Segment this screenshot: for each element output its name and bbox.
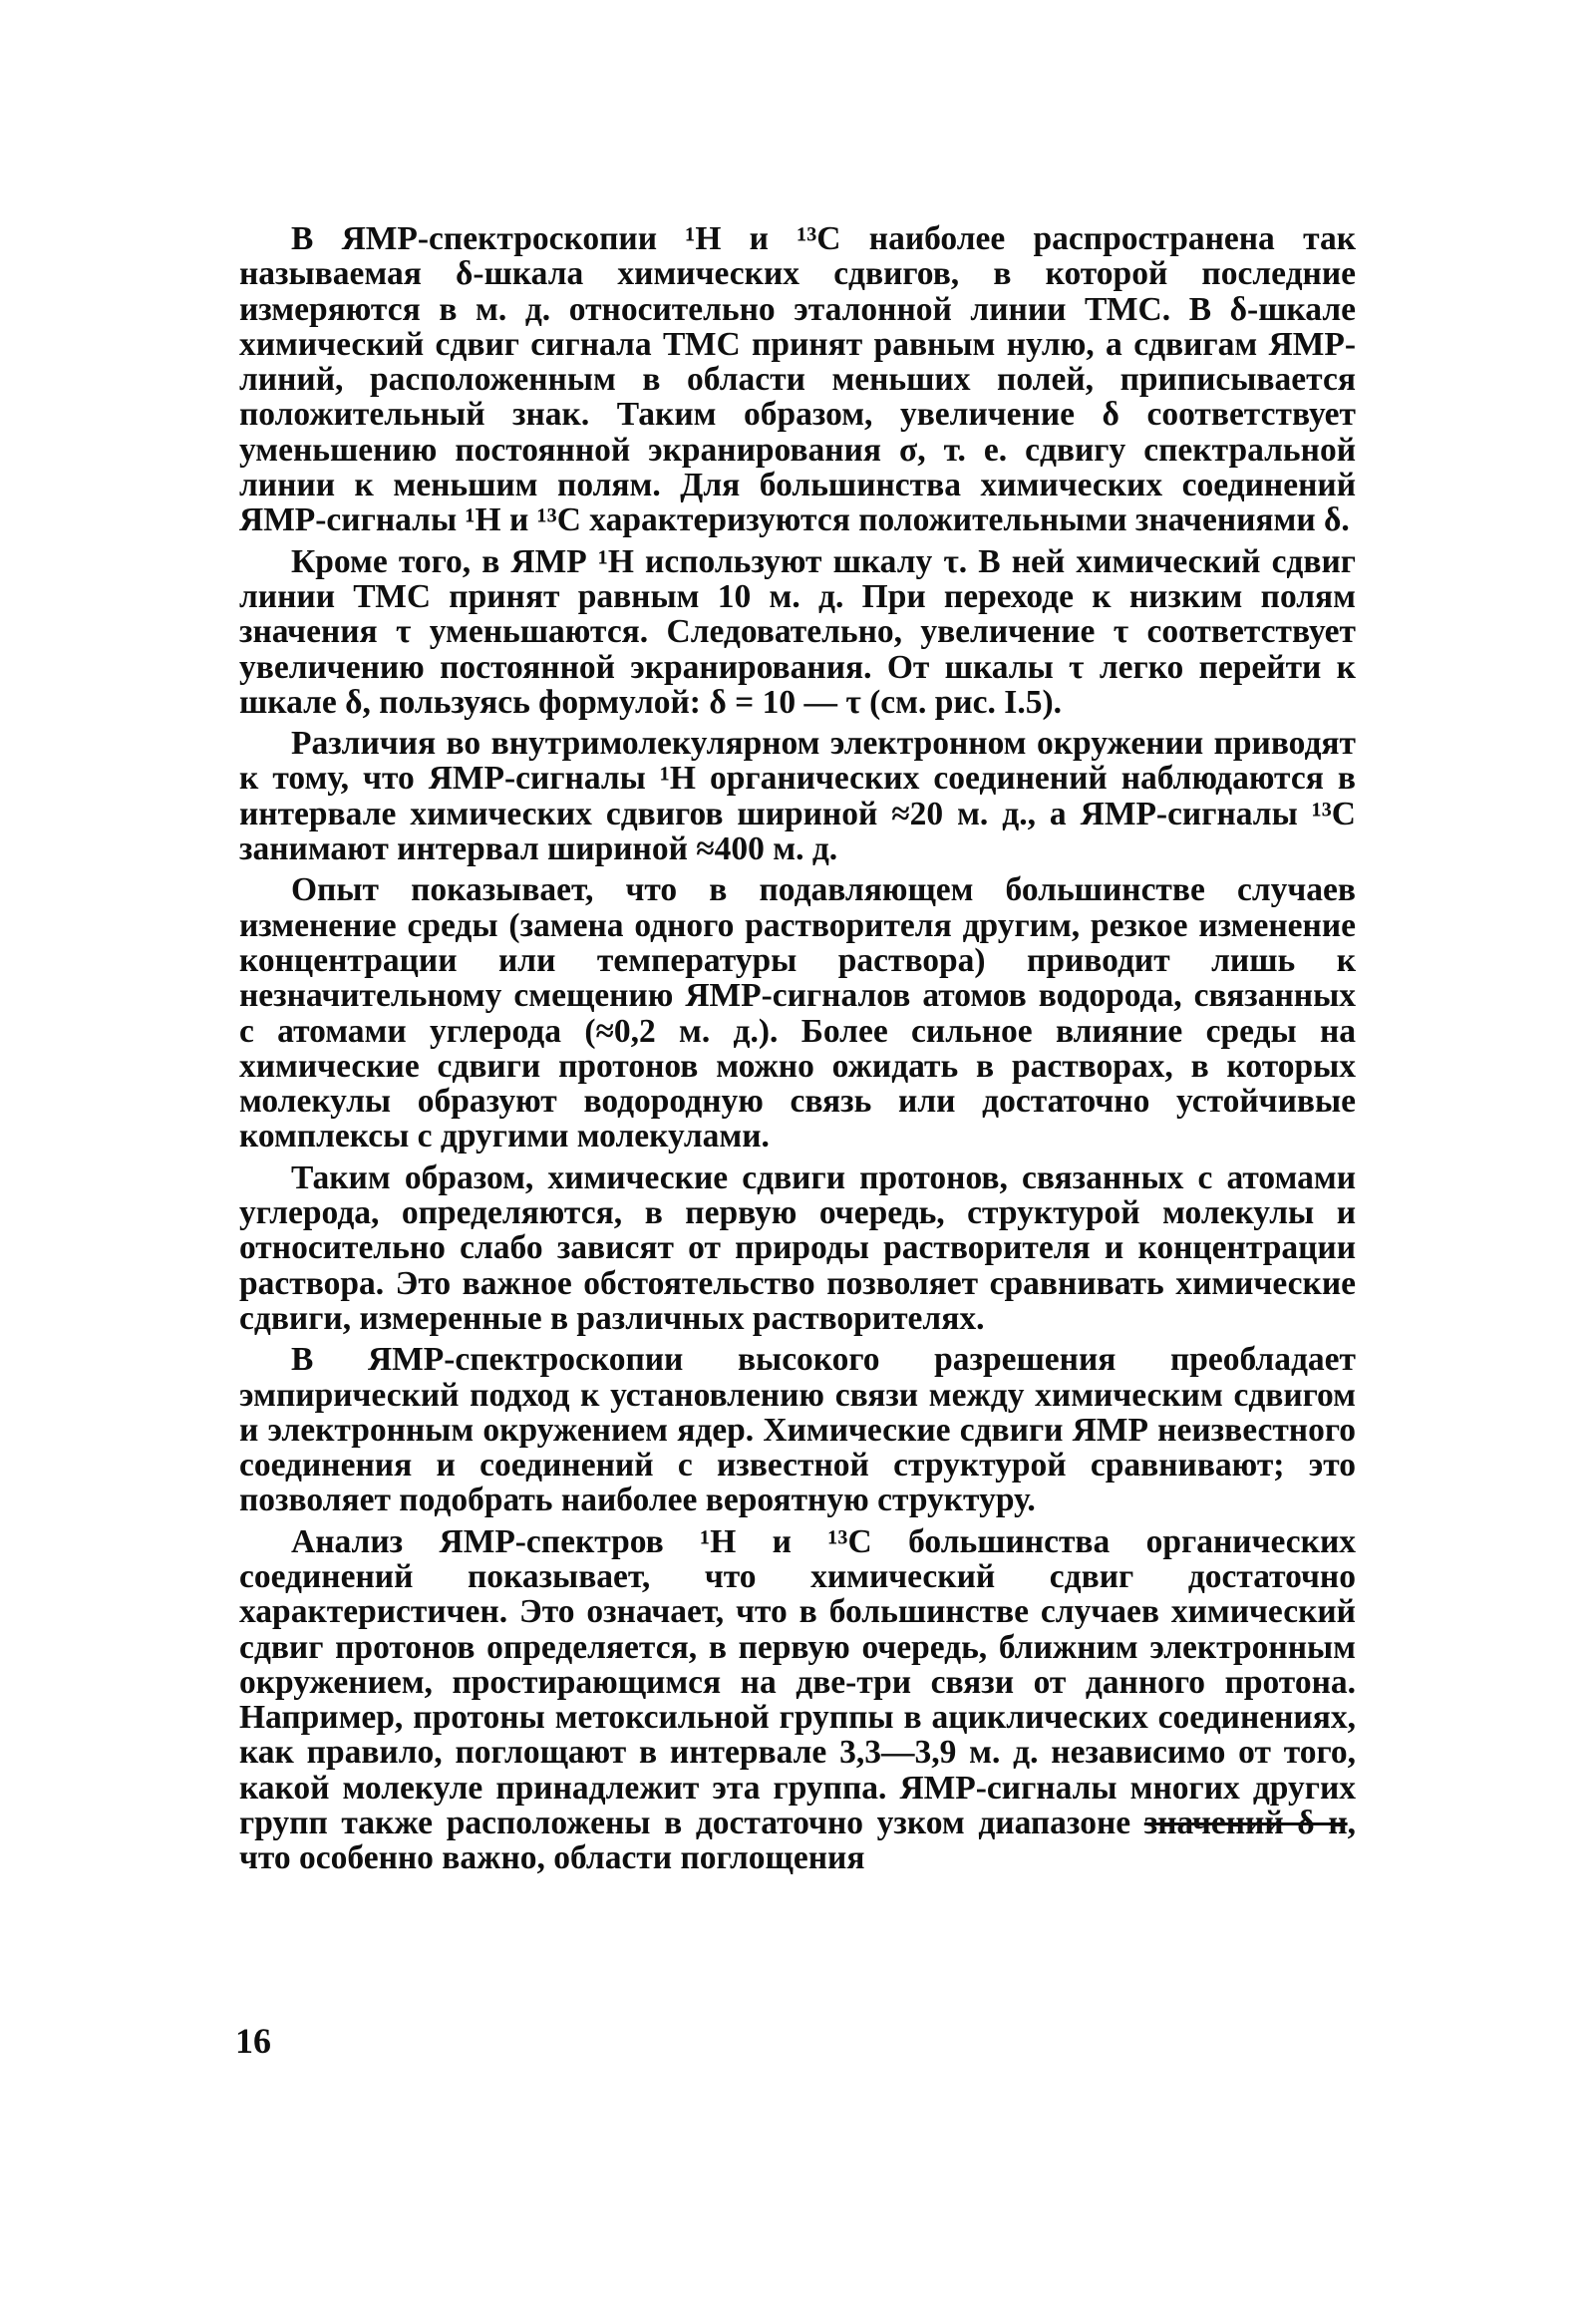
paragraph-last xyxy=(239,1524,1356,1876)
page-number: 16 xyxy=(235,2021,271,2061)
paragraph: Таким образом, химические сдвиги протонов, связанных с атомами углерода, определяются, в первую очередь, структурой молекулы и относительно слабо зависят от природы растворителя и концентрации раствора. Это важное обстоятельство позволяет сравнивать химические сдвиги, измеренные в различных растворителях. xyxy=(239,1158,1356,1337)
paragraph: Различия во внутримолекулярном электронном окружении приводят к тому, что ЯМР-сигналы ¹H органических соединений наблюдаются в интервале химических сдвигов шириной ≈20 м. д., а ЯМР-сигналы ¹³C занимают интервал шириной ≈400 м. д. xyxy=(239,725,1356,868)
body-text xyxy=(239,221,1356,1882)
struck-text: значений δ н xyxy=(1143,1805,1348,1842)
paragraph-text: Анализ ЯМР-спектров ¹H и ¹³C большинства органических соединений показывает, что химический сдвиг достаточно характеристичен. Это означает, что в большинстве случаев химический сдвиг протонов определяется, в первую очередь, ближним электронным окружением, простирающимся на две-три связи от данного протона. Например, протоны метоксильной группы в ациклических соединениях, как правило, поглощают в интервале 3,3—3,9 м. д. независимо от того, какой молекуле принадлежит эта группа. ЯМР-сигналы многих других групп также расположены в достаточно узком диапазоне xyxy=(239,1522,1356,1842)
paragraph: В ЯМР-спектроскопии ¹H и ¹³C наиболее распространена так называемая δ-шкала химических сдвигов, в которой последние измеряются в м. д. относительно эталонной линии ТМС. В δ-шкале химический сдвиг сигнала ТМС принят равным нулю, а сдвигам ЯМР-линий, расположенным в области меньших полей, приписывается положительный знак. Таким образом, увеличение δ соответствует уменьшению постоянной экранирования σ, т. е. сдвигу спектральной линии к меньшим полям. Для большинства химических соединений ЯМР-сигналы ¹H и ¹³C характеризуются положительными значениями δ. xyxy=(239,220,1356,539)
paragraph: Опыт показывает, что в подавляющем большинстве случаев изменение среды (замена одного растворителя другим, резкое изменение концентрации или температуры раствора) приводит лишь к незначительному смещению ЯМР-сигналов атомов водорода, связанных с атомами углерода (≈0,2 м. д.). Более сильное влияние среды на химические сдвиги протонов можно ожидать в растворах, в которых молекулы образуют водородную связь или достаточно устойчивые комплексы с другими молекулами. xyxy=(239,871,1356,1156)
paragraph-tail: , что особенно важно, области поглощения xyxy=(239,1805,1356,1877)
paragraph: Кроме того, в ЯМР ¹H используют шкалу τ. В ней химический сдвиг линии ТМС принят равным 10 м. д. При переходе к низким полям значения τ уменьшаются. Следовательно, увеличение τ соответствует увеличению постоянной экранирования. От шкалы τ легко перейти к шкале δ, пользуясь формулой: δ = 10 — τ (см. рис. I.5). xyxy=(239,542,1356,721)
paragraph: В ЯМР-спектроскопии высокого разрешения преобладает эмпирический подход к установлению связи между химическим сдвигом и электронным окружением ядер. Химические сдвиги ЯМР неизвестного соединения и соединений с известной структурой сравнивают; это позволяет подобрать наиболее вероятную структуру. xyxy=(239,1341,1356,1519)
